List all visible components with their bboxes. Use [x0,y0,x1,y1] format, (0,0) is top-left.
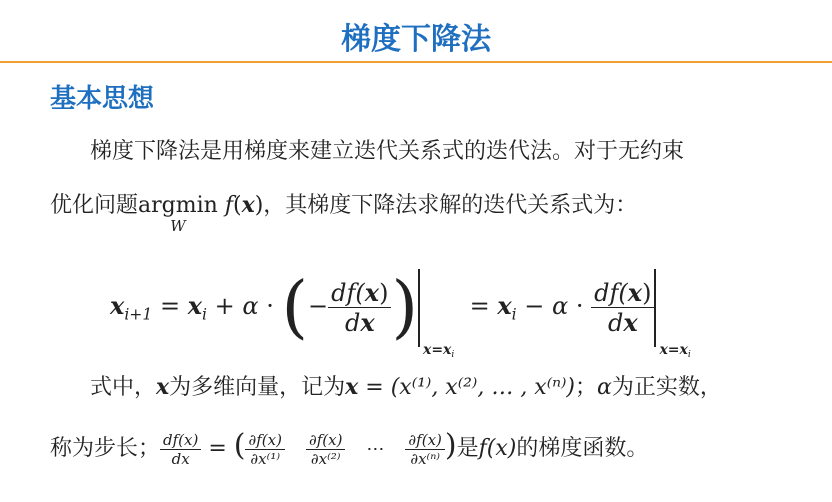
partial-1: $\frac{\partial f(x)}{\text{∂x⁽¹⁾}}$ [245,431,284,468]
vector-tuple: (x⁽¹⁾, x⁽²⁾, … , x⁽ⁿ⁾) [390,375,576,400]
objective-f: f [224,193,233,218]
derivative-fraction-2: $\frac{df(x)}{dx}$ [591,278,654,337]
update-equation: $x_{i+1} = x_i + \alpha$ · (− $\frac{df(x)}{dx}$ )$x=x_i = x_i - \alpha$ · $\frac{df(x)}{dx}$ $x=x_i$ [110,268,691,361]
partial-n: $\frac{\partial f(x)}{\text{∂x⁽ⁿ⁾}}$ [405,431,444,468]
paragraph-line-2: 优化问题argmin W f(x)，其梯度下降法求解的迭代关系式为： [50,192,638,235]
argmin-subscript: W [170,217,186,235]
derivative-fraction-1: $\frac{df(x)}{dx}$ [328,278,391,337]
argmin-operator: argmin W [138,193,218,235]
para2-suffix: ，其梯度下降法求解的迭代关系式为： [263,193,638,218]
para2-prefix: 优化问题 [50,193,139,218]
section-heading: 基本思想 [50,84,155,114]
title-divider [0,61,832,63]
paragraph-line-4: 称为步长； $\frac{df(x)}{dx}$ = ( $\frac{\partial f(x)}{\text{∂x⁽¹⁾}}$ $\frac{\partial f(x)}{\text{∂x⁽²⁾}}$ ⋯ $\frac{\partial f(x)}{\text{∂x⁽ⁿ⁾}}$ )是f(x)的梯度函数。 [50,428,649,468]
gradient-fraction: $\frac{df(x)}{dx}$ [160,431,201,468]
page-title: 梯度下降法 [341,22,491,57]
objective-x: x [241,192,255,218]
paragraph-line-3: 式中，x为多维向量，记为x = (x⁽¹⁾, x⁽²⁾, … , x⁽ⁿ⁾)；α为正实数， [90,374,722,400]
partial-2: $\frac{\partial f(x)}{\text{∂x⁽²⁾}}$ [306,431,345,468]
paragraph-line-1: 梯度下降法是用梯度来建立迭代关系式的迭代法。对于无约束 [90,139,685,164]
